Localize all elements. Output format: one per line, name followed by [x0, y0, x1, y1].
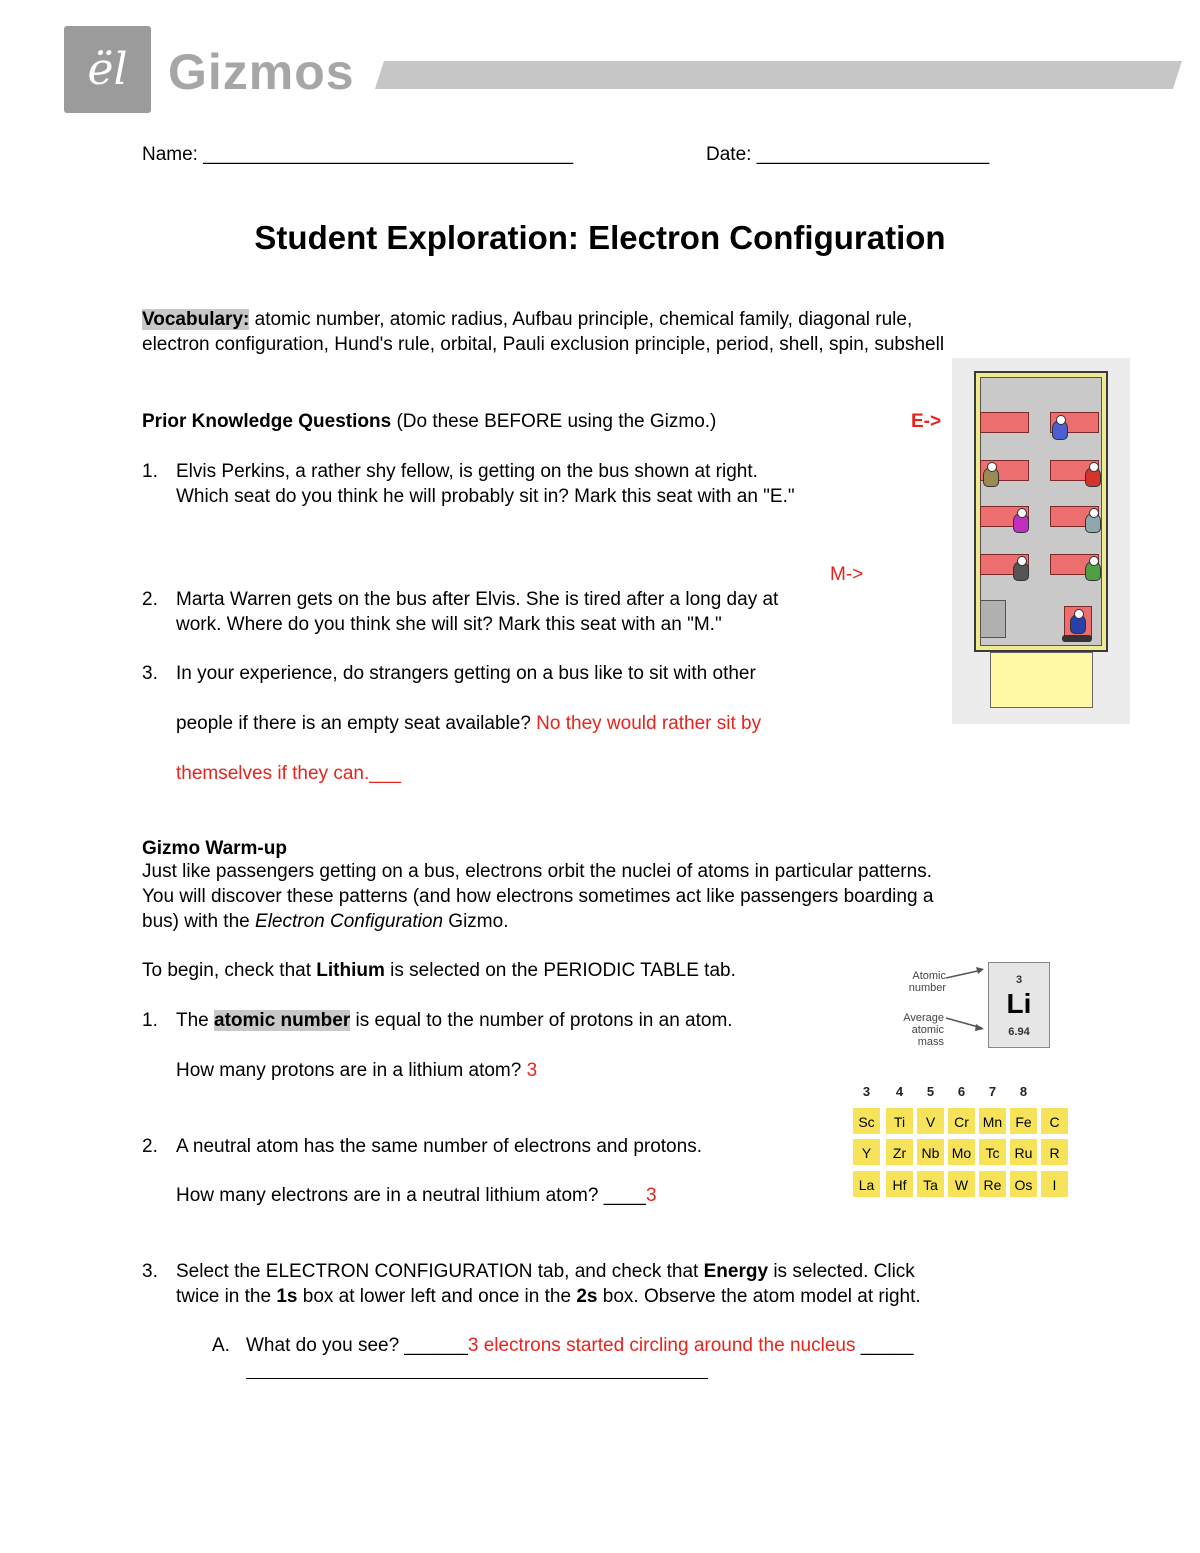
prior-q1-number: 1.	[142, 461, 158, 482]
lithium-atomic-number: 3	[1015, 974, 1023, 986]
vocabulary-line-2: electron configuration, Hund's rule, orbital, Pauli exclusion principle, period, shell, spin, subshell	[142, 334, 945, 355]
warmup-q3: Select the ELECTRON CONFIGURATION tab, and check that Energy is selected. Click twice in the 1s box at lower left and once in the 2s box. Observe the atom model at right.	[176, 1261, 921, 1307]
warmup-q1: The atomic number is equal to the number of protons in an atom.	[176, 1010, 733, 1031]
warmup-q3a-answer[interactable]: 3 electrons started circling around the nucleus	[467, 1335, 856, 1356]
header-bar	[375, 61, 1182, 89]
warmup-q2-answer[interactable]: 3	[645, 1185, 657, 1206]
group-header: 8	[1019, 1084, 1028, 1099]
prior-q3-answer-1[interactable]: No they would rather sit by	[536, 713, 762, 734]
element-cell: V	[916, 1107, 945, 1135]
element-cell: Zr	[885, 1138, 914, 1166]
element-cell: Fe	[1009, 1107, 1038, 1135]
warmup-q3a: What do you see? ______3 electrons started circling around the nucleus _____	[246, 1335, 914, 1356]
bus-front	[990, 652, 1093, 708]
prior-q2: Marta Warren gets on the bus after Elvis. She is tired after a long day at work. Where do you think she will sit? Mark this seat with an "M."	[176, 589, 779, 635]
bus-passenger	[1052, 420, 1068, 440]
warmup-q1-answer[interactable]: 3	[526, 1060, 538, 1081]
annotation-arrows	[940, 962, 990, 1042]
gizmos-logo-glyph: ël	[87, 44, 128, 95]
date-field[interactable]: ______________________	[756, 144, 990, 165]
warmup-q3-number: 3.	[142, 1261, 158, 1282]
element-cell: Ru	[1009, 1138, 1038, 1166]
element-cell: Sc	[852, 1107, 881, 1135]
bus-door	[980, 600, 1006, 638]
bus-passenger	[1013, 513, 1029, 533]
element-cell: La	[852, 1170, 881, 1198]
group-header: 3	[862, 1084, 871, 1099]
m-marker: M->	[830, 564, 864, 585]
atomic-number-annotation: Atomic number	[908, 970, 946, 994]
prior-q3-number: 3.	[142, 663, 158, 684]
element-cell: Y	[852, 1138, 881, 1166]
group-header: 4	[895, 1084, 904, 1099]
vocabulary-label: Vocabulary:	[142, 309, 250, 330]
date-label: Date:	[706, 144, 752, 165]
prior-q3-line-2: people if there is an empty seat available? No they would rather sit by	[176, 713, 762, 734]
e-marker: E->	[911, 411, 942, 432]
prior-knowledge-heading: Prior Knowledge Questions (Do these BEFORE using the Gizmo.)	[142, 411, 717, 432]
warmup-q1-question: How many protons are in a lithium atom? 3	[176, 1060, 538, 1081]
element-cell: Tc	[978, 1138, 1007, 1166]
element-cell: Cr	[947, 1107, 976, 1135]
prior-q1: Elvis Perkins, a rather shy fellow, is getting on the bus shown at right. Which seat do you think he will probably sit in? Mark this seat with an "E."	[176, 461, 795, 507]
warmup-intro: Just like passengers getting on a bus, electrons orbit the nuclei of atoms in particular patterns. You will discover these patterns (and how electrons sometimes act like passengers boarding a bus) with the Electron Configuration Gizmo.	[142, 861, 934, 932]
bus-passenger	[1013, 561, 1029, 581]
atomic-number-term: atomic number	[214, 1010, 351, 1031]
vocabulary	[142, 307, 1102, 357]
warmup-q1-number: 1.	[142, 1010, 158, 1031]
element-cell: Hf	[885, 1170, 914, 1198]
element-cell: Os	[1009, 1170, 1038, 1198]
warmup-q3a-letter: A.	[212, 1335, 230, 1356]
warmup-heading: Gizmo Warm-up	[142, 838, 287, 859]
warmup-q2-question: How many electrons are in a neutral lithium atom? ____3	[176, 1185, 657, 1206]
periodic-table-strip	[858, 1084, 1060, 1204]
prior-q3-line-1: In your experience, do strangers getting on a bus like to sit with other	[176, 663, 756, 684]
warmup-q3a-answer-line[interactable]	[246, 1378, 708, 1379]
element-cell: I	[1040, 1170, 1069, 1198]
element-cell: Mo	[947, 1138, 976, 1166]
element-cell: Ta	[916, 1170, 945, 1198]
warmup-begin: To begin, check that Lithium is selected on the PERIODIC TABLE tab.	[142, 960, 736, 981]
bus-passenger	[1085, 513, 1101, 533]
element-cell: Mn	[978, 1107, 1007, 1135]
element-cell: Ti	[885, 1107, 914, 1135]
steering-wheel-icon	[1062, 635, 1092, 642]
lithium-mass: 6.94	[1008, 1026, 1030, 1038]
name-label: Name:	[142, 144, 198, 165]
element-cell: Nb	[916, 1138, 945, 1166]
bus-driver	[1070, 614, 1086, 634]
average-mass-annotation: Average atomic mass	[903, 1012, 944, 1048]
name-field[interactable]: ___________________________________	[203, 144, 574, 165]
prior-q3-answer-2[interactable]: themselves if they can.___	[176, 763, 401, 784]
bus-passenger	[1085, 467, 1101, 487]
bus-passenger	[983, 467, 999, 487]
group-header: 5	[926, 1084, 935, 1099]
name-line	[142, 142, 573, 167]
warmup-q2-number: 2.	[142, 1136, 158, 1157]
prior-q2-number: 2.	[142, 589, 158, 610]
bus-seat	[980, 412, 1029, 433]
lithium-symbol: Li	[1006, 988, 1032, 1019]
element-cell: W	[947, 1170, 976, 1198]
warmup-q2: A neutral atom has the same number of electrons and protons.	[176, 1136, 702, 1157]
element-cell: C	[1040, 1107, 1069, 1135]
group-header: 7	[988, 1084, 997, 1099]
bus-passenger	[1085, 561, 1101, 581]
date-line	[706, 142, 989, 167]
page-title: Student Exploration: Electron Configuration	[254, 219, 946, 256]
vocabulary-line-1: atomic number, atomic radius, Aufbau principle, chemical family, diagonal rule,	[254, 309, 913, 330]
brand-name: Gizmos	[168, 44, 355, 100]
group-header: 6	[957, 1084, 966, 1099]
element-cell: Re	[978, 1170, 1007, 1198]
element-cell: R	[1040, 1138, 1069, 1166]
